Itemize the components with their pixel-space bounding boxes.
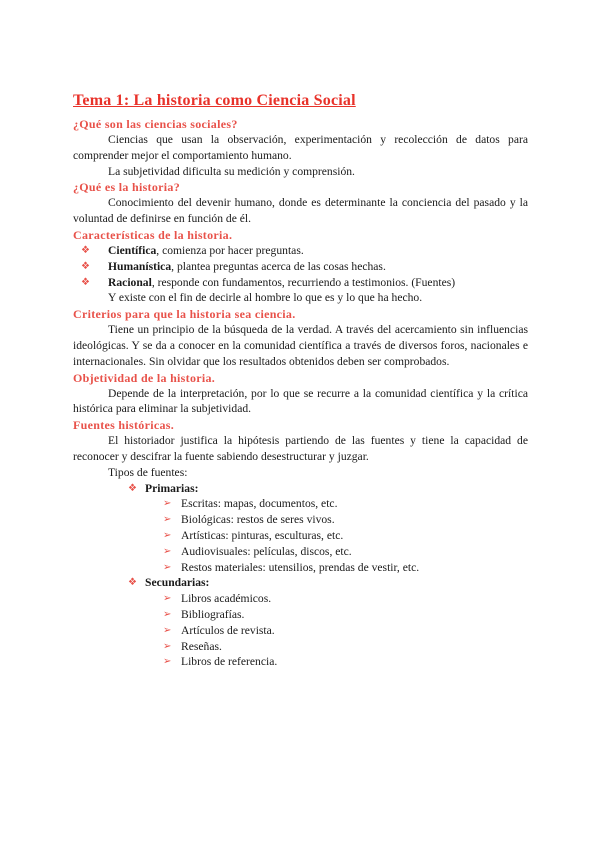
primary-sources-list [73,496,528,575]
list-item-text: Libros de referencia. [181,655,278,669]
arrowhead-bullet-icon: ➢ [163,656,172,668]
section-heading-fuentes: Fuentes históricas. [73,418,175,433]
paragraph: Depende de la interpretación, por lo que se recurre a la comunidad científica y la crítica histórica para eliminar la subjetividad. [73,386,528,416]
section-heading-objetividad: Objetividad de la historia. [73,370,216,385]
secondary-sources-list [73,591,528,670]
group-label: Primarias: [145,481,199,495]
page-title: Tema 1: La historia como Ciencia Social [73,92,356,109]
list-item [73,639,528,655]
paragraph: Tiene un principio de la búsqueda de la verdad. A través del acercamiento sin influencias ideológicas. Y se da a conocer en la comunidad científica a través de diversos foros, nacionales e internacionales. Sin olvidar que los resultados obtenidos deben ser comprobados. [73,323,528,368]
list-item [73,623,528,639]
arrowhead-bullet-icon: ➢ [163,561,172,573]
arrowhead-bullet-icon: ➢ [163,529,172,541]
list-item-text: Reseñas. [181,639,222,653]
list-item [73,654,528,670]
secondary-sources-group [73,575,528,591]
arrowhead-bullet-icon: ➢ [163,593,172,605]
term-description: , responde con fundamentos, recurriendo a testimonios. (Fuentes) [151,275,456,289]
arrowhead-bullet-icon: ➢ [163,640,172,652]
section-heading-historia: ¿Qué es la historia? [73,180,180,195]
list-item [73,481,528,497]
diamond-bullet-icon: ❖ [81,276,90,288]
list-item [73,575,528,591]
list-item [73,560,528,576]
diamond-bullet-icon: ❖ [81,244,90,256]
list-item [73,528,528,544]
paragraph: La subjetividad dificulta su medición y comprensión. [108,164,355,178]
term-description: , comienza por hacer preguntas. [156,243,304,257]
list-item-text: Artísticas: pinturas, esculturas, etc. [181,528,344,542]
arrowhead-bullet-icon: ➢ [163,545,172,557]
paragraph: Conocimiento del devenir humano, donde es determinante la conciencia del pasado y la voluntad de definirse en función de él. [73,196,528,226]
paragraph: Ciencias que usan la observación, experimentación y recolección de datos para comprender mejor el comportamiento humano. [73,133,528,162]
primary-sources-group [73,481,528,497]
diamond-bullet-icon: ❖ [128,482,137,494]
characteristics-list [73,243,528,290]
section-heading-caracteristicas: Características de la historia. [73,227,233,242]
term: Humanística [108,259,172,273]
diamond-bullet-icon: ❖ [128,577,137,589]
term: Racional [108,275,152,289]
list-item [73,243,528,259]
list-item [73,544,528,560]
arrowhead-bullet-icon: ➢ [163,608,172,620]
document-body [73,90,528,670]
section-heading-criterios: Criterios para que la historia sea ciencia. [73,307,296,322]
list-item-text: Audiovisuales: películas, discos, etc. [181,544,352,558]
arrowhead-bullet-icon: ➢ [163,498,172,510]
group-label: Secundarias: [145,576,210,590]
list-item-text: Escritas: mapas, documentos, etc. [181,497,338,511]
diamond-bullet-icon: ❖ [81,260,90,272]
list-item [73,591,528,607]
term: Científica [108,243,157,257]
term-description: , plantea preguntas acerca de las cosas hechas. [171,259,386,273]
list-item-text: Libros académicos. [181,592,272,606]
list-item [73,512,528,528]
list-item-text: Restos materiales: utensilios, prendas de vestir, etc. [181,560,420,574]
list-item [73,607,528,623]
paragraph: Y existe con el fin de decirle al hombre lo que es y lo que ha hecho. [108,291,423,305]
paragraph: Tipos de fuentes: [108,465,188,479]
paragraph: El historiador justifica la hipótesis partiendo de las fuentes y tiene la capacidad de reconocer y descifrar la fuente sabiendo desestructurar y juzgar. [73,434,528,463]
list-item [73,259,528,275]
section-heading-ciencias-sociales: ¿Qué son las ciencias sociales? [73,117,238,131]
arrowhead-bullet-icon: ➢ [163,624,172,636]
list-item-text: Biológicas: restos de seres vivos. [181,513,335,527]
list-item-text: Bibliografías. [181,607,245,621]
arrowhead-bullet-icon: ➢ [163,514,172,526]
list-item-text: Artículos de revista. [181,623,275,637]
list-item [73,496,528,512]
list-item [73,275,528,291]
